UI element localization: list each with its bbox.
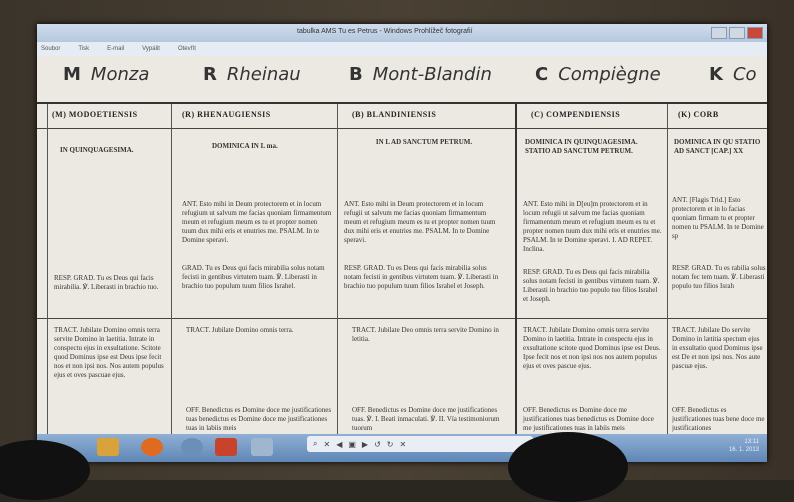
clock-date: 16. 1. 2013 <box>728 447 759 453</box>
antiphon-text: ANT. Esto mihi in Deum protectorem et in locum refugii ut salvum me facias quoniam firmamentum meum et refugium meum es tu et propter nomen tuum dux mihi eris et enutries me. PSALM. In te Domine speravi. <box>344 200 496 244</box>
column-compendiensis <box>515 104 667 436</box>
column-corbeiensis <box>667 104 767 436</box>
taskbar <box>37 434 767 462</box>
photo-document <box>37 56 767 434</box>
minimize-button[interactable] <box>711 27 727 39</box>
column-title: IN L AD SANCTUM PETRUM. <box>375 138 473 146</box>
tract-text: TRACT. Jubilate Domino omnis terra servite Domino in laetitia. Intrate in conspectu ejus in exsultatione scitote quod Dominus ipse est Deus. Ipse fecit nos et non ipsi nos nos autem populus ejus et oves pascue ejus. <box>523 326 661 370</box>
maximize-button[interactable] <box>729 27 745 39</box>
actual-size-icon[interactable]: ✕ <box>323 439 331 449</box>
column-head: (M) MODOETIENSIS <box>52 110 138 119</box>
tract-text: TRACT. Jubilate Domino omnis terra servite Domino in laetitia. Intrate in conspectu ejus in exsultatione. Scitote quod Dominus ipse est Deus ipse fecit nos et non ipsi nos. Nos autem populus ejus et oves pascuae ejus. <box>54 326 164 379</box>
next-icon[interactable]: ▶ <box>361 439 369 449</box>
offertory-text: OFF. Benedictus es justificationes tuas bene doce me justificationes <box>672 406 765 432</box>
column-head: (C) COMPENDIENSIS <box>531 110 621 119</box>
column-modoetiensis <box>47 104 172 436</box>
photo-viewer-icon[interactable] <box>251 438 273 456</box>
projected-screen <box>37 24 767 462</box>
gradual-text: RESP. GRAD. Tu es Deus qui facis mirabilia solus notam fecisti in gentibus virtutem tuam. ℣. Liberasti in brachio tuo populo tuo filios Israhel et Joseph. <box>523 268 660 303</box>
header-monza: M Monza <box>63 64 150 85</box>
column-title: IN QUINQUAGESIMA. <box>60 146 134 154</box>
comparison-table <box>37 102 767 436</box>
rotate-left-icon[interactable]: ↺ <box>374 439 381 449</box>
delete-icon[interactable]: ✕ <box>399 439 407 449</box>
tract-text: TRACT. Jubilate Deo omnis terra servite Domino in letitia. <box>352 326 499 343</box>
column-rhenaugiensis <box>171 104 338 436</box>
window-title: tabulka AMS Tu es Petrus - Windows Prohlížeč fotografií <box>297 28 473 35</box>
antiphon-text: ANT. [Flagis Trid.] Esto protectorem et in lo facias quoniam firmam tu et propter nomen tu PSALM. In te Domine sp <box>672 196 764 240</box>
media-icon[interactable] <box>181 438 203 456</box>
title-bar <box>37 24 767 42</box>
header-compiegne: C Compiègne <box>535 64 661 85</box>
window-buttons <box>711 27 763 39</box>
system-clock[interactable] <box>729 438 759 454</box>
tract-text: TRACT. Jubilate Domino omnis terra. <box>186 326 294 334</box>
offertory-text: OFF. Benedictus es Domine doce me justificationes tuas. ℣. I. Beati inmaculati. ℣. II. Vía testimoniorum tuorum <box>352 406 500 432</box>
explorer-icon[interactable] <box>97 438 119 456</box>
column-head: (K) CORB <box>678 110 719 119</box>
menu-print[interactable]: Tisk <box>78 46 90 52</box>
column-blandiniensis <box>337 104 508 436</box>
previous-icon[interactable]: ◀ <box>336 439 343 449</box>
menu-email[interactable]: E-mail <box>107 46 125 52</box>
menu-toolbar <box>37 42 767 56</box>
antiphon-text: ANT. Esto mihi in D[eu]m protectorem et in locum refugii ut salvum me facias quoniam firmamentum meum et refugium meum es tu et propter nomen tuum dux mihi eris et enutries me. PSALM. In te Domine speravi. I. AD REPET. Inclina. <box>523 200 662 253</box>
offertory-text: OFF. Benedictus es Domine doce me justificationes tuas benedictus es Domine doce me justificationes tuas in labiis meis <box>523 406 654 432</box>
antiphon-text: ANT. Esto mihi in Deum protectorem et in locum refugium ut salvum me facias quoniam firmamentum meum et refugium meum es tu et propter nomen tuum dux mihi eris et enutries me. PSALM. In te Domine speravi. <box>182 200 332 244</box>
column-head: (R) RHENAUGIENSIS <box>182 110 271 119</box>
menu-burn[interactable]: Vypálit <box>142 46 160 52</box>
powerpoint-icon[interactable] <box>215 438 237 456</box>
gradual-text: RESP. GRAD. Tu es Deus qui facis mirabilia. ℣. Liberasti in brachio tuo. <box>54 274 159 291</box>
gradual-text: RESP. GRAD. Tu es rabilia solus notam fec tem tuam. ℣. Liberasti populo tuo filios Israh <box>672 264 766 290</box>
close-button[interactable] <box>747 27 763 39</box>
header-corbie: K Co <box>709 64 757 85</box>
menu-open[interactable]: Otevřít <box>177 46 196 52</box>
offertory-text: OFF. Benedictus es Domine doce me justificationes tuas benedictus es Domine doce me justificationes tuas in labiis meis <box>186 406 332 432</box>
audience-head <box>508 432 628 502</box>
header-rheinau: R Rheinau <box>203 64 301 85</box>
column-title: DOMINICA IN QU STATIO AD SANCT [CAP.] XX <box>674 138 761 155</box>
slideshow-icon[interactable]: ▣ <box>348 439 356 449</box>
column-title: DOMINICA IN QUINQUAGESIMA. STATIO AD SANCTUM PETRUM. <box>525 138 638 155</box>
firefox-icon[interactable] <box>141 438 163 456</box>
column-title: DOMINICA IN L ma. <box>212 142 278 150</box>
tract-text: TRACT. Jubilate Do servite Domino in lætitia spectum ejus in exsultatio quod Dominus ipse est De et non ipsi nos. Nos aute pascuæ ejus. <box>672 326 763 370</box>
gradual-text: GRAD. Tu es Deus qui facis mirabilia solus notam fecisti in gentibus virtutem tuam. ℣. Liberasti in brachio tuo populum tuum filios Israhel. <box>182 264 325 290</box>
gradual-text: RESP. GRAD. Tu es Deus qui facis mirabilia solus notam fecisti in gentibus virtutem tuam. ℣. Liberasti in brachio tuo populum tuum filios Israhel et Joseph. <box>344 264 499 290</box>
viewer-controls <box>307 436 533 452</box>
header-mont-blandin: B Mont-Blandin <box>349 64 492 85</box>
rotate-right-icon[interactable]: ↻ <box>386 439 394 449</box>
zoom-icon[interactable]: ⌕ <box>313 439 318 448</box>
clock-time: 13:11 <box>744 439 759 445</box>
column-head: (B) BLANDINIENSIS <box>352 110 437 119</box>
menu-file[interactable]: Soubor <box>41 46 61 52</box>
